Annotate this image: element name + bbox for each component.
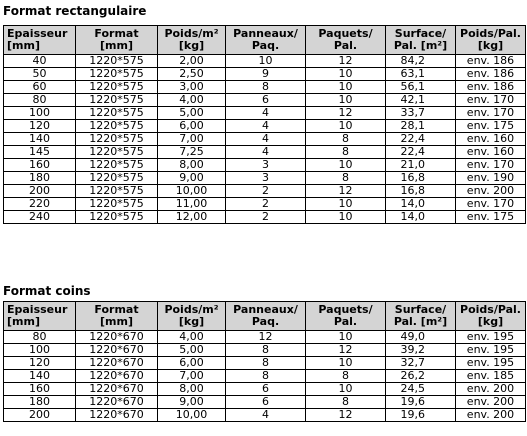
cell-poids-m2: 5,00: [158, 344, 226, 357]
cell-panneaux-paq: 4: [226, 133, 306, 146]
table-row: [4, 55, 526, 68]
column-header-line: Paq.: [251, 315, 280, 328]
cell-format: 1220*575: [76, 68, 158, 81]
cell-epaisseur: 140: [4, 133, 76, 146]
cell-epaisseur: 220: [4, 198, 76, 211]
cell-poids-pal: env. 195: [456, 331, 526, 344]
cell-paquets-pal: 10: [306, 331, 386, 344]
cell-epaisseur: 80: [4, 94, 76, 107]
table-row: [4, 159, 526, 172]
column-header-panneaux-paq: [226, 302, 306, 331]
cell-poids-m2: 7,00: [158, 370, 226, 383]
table-row: [4, 198, 526, 211]
cell-panneaux-paq: 6: [226, 396, 306, 409]
cell-poids-m2: 10,00: [158, 409, 226, 422]
table-row: [4, 396, 526, 409]
cell-paquets-pal: 10: [306, 357, 386, 370]
table-row: [4, 172, 526, 185]
table-header: [4, 26, 526, 55]
cell-epaisseur: 100: [4, 107, 76, 120]
header-row: [4, 26, 526, 55]
section-title-coins: Format coins: [3, 284, 91, 298]
cell-epaisseur: 80: [4, 331, 76, 344]
cell-paquets-pal: 10: [306, 383, 386, 396]
column-header-line: Surface/: [394, 27, 447, 40]
column-header-format: [76, 302, 158, 331]
cell-format: 1220*575: [76, 211, 158, 224]
cell-panneaux-paq: 8: [226, 370, 306, 383]
cell-panneaux-paq: 2: [226, 211, 306, 224]
column-header-line: Poids/Pal.: [460, 303, 521, 316]
column-header-line: [mm]: [100, 39, 133, 52]
section-title-rectangulaire: Format rectangulaire: [3, 4, 147, 18]
column-header-line: [kg]: [477, 39, 504, 52]
column-header-line: Panneaux/: [233, 303, 298, 316]
cell-panneaux-paq: 4: [226, 146, 306, 159]
cell-paquets-pal: 12: [306, 107, 386, 120]
cell-format: 1220*670: [76, 383, 158, 396]
cell-epaisseur: 200: [4, 185, 76, 198]
cell-poids-m2: 12,00: [158, 211, 226, 224]
cell-format: 1220*575: [76, 94, 158, 107]
table-row: [4, 409, 526, 422]
cell-poids-pal: env. 170: [456, 159, 526, 172]
table-header: [4, 302, 526, 331]
cell-format: 1220*575: [76, 81, 158, 94]
column-header-line: Panneaux/: [233, 27, 298, 40]
cell-surface-pal: 14,0: [386, 198, 456, 211]
cell-poids-m2: 11,00: [158, 198, 226, 211]
table-row: [4, 357, 526, 370]
cell-epaisseur: 120: [4, 357, 76, 370]
table-row: [4, 68, 526, 81]
cell-paquets-pal: 10: [306, 198, 386, 211]
cell-panneaux-paq: 10: [226, 55, 306, 68]
cell-epaisseur: 40: [4, 55, 76, 68]
cell-poids-m2: 3,00: [158, 81, 226, 94]
table-row: [4, 331, 526, 344]
cell-poids-pal: env. 170: [456, 107, 526, 120]
column-header-line: Pal.: [333, 315, 358, 328]
cell-format: 1220*575: [76, 55, 158, 68]
column-header-poids-m2: [158, 302, 226, 331]
cell-epaisseur: 100: [4, 344, 76, 357]
table-row: [4, 383, 526, 396]
cell-paquets-pal: 10: [306, 94, 386, 107]
cell-poids-pal: env. 200: [456, 185, 526, 198]
cell-panneaux-paq: 2: [226, 198, 306, 211]
cell-format: 1220*575: [76, 198, 158, 211]
column-header-poids-m2: [158, 26, 226, 55]
cell-poids-pal: env. 200: [456, 396, 526, 409]
cell-poids-pal: env. 195: [456, 344, 526, 357]
column-header-surface-pal: [386, 302, 456, 331]
cell-surface-pal: 39,2: [386, 344, 456, 357]
column-header-line: [kg]: [178, 315, 205, 328]
cell-poids-m2: 6,00: [158, 357, 226, 370]
cell-panneaux-paq: 4: [226, 120, 306, 133]
cell-poids-pal: env. 186: [456, 81, 526, 94]
table-row: [4, 120, 526, 133]
cell-panneaux-paq: 12: [226, 331, 306, 344]
column-header-poids-pal: [456, 26, 526, 55]
column-header-line: Poids/m²: [164, 27, 219, 40]
cell-poids-pal: env. 186: [456, 68, 526, 81]
cell-poids-pal: env. 175: [456, 211, 526, 224]
cell-poids-m2: 2,50: [158, 68, 226, 81]
cell-format: 1220*670: [76, 357, 158, 370]
cell-epaisseur: 50: [4, 68, 76, 81]
cell-epaisseur: 60: [4, 81, 76, 94]
column-header-line: Pal. [m²]: [393, 39, 448, 52]
cell-surface-pal: 21,0: [386, 159, 456, 172]
cell-surface-pal: 63,1: [386, 68, 456, 81]
column-header-poids-pal: [456, 302, 526, 331]
column-header-line: Paquets/: [318, 27, 373, 40]
column-header-line: Format: [94, 303, 139, 316]
cell-surface-pal: 19,6: [386, 396, 456, 409]
cell-paquets-pal: 10: [306, 159, 386, 172]
cell-format: 1220*670: [76, 396, 158, 409]
cell-format: 1220*575: [76, 185, 158, 198]
cell-poids-m2: 7,25: [158, 146, 226, 159]
cell-poids-pal: env. 185: [456, 370, 526, 383]
cell-poids-m2: 7,00: [158, 133, 226, 146]
table-row: [4, 370, 526, 383]
cell-surface-pal: 42,1: [386, 94, 456, 107]
cell-panneaux-paq: 8: [226, 357, 306, 370]
column-header-line: Paq.: [251, 39, 280, 52]
cell-surface-pal: 26,2: [386, 370, 456, 383]
cell-panneaux-paq: 6: [226, 94, 306, 107]
table-row: [4, 81, 526, 94]
column-header-line: [kg]: [178, 39, 205, 52]
cell-poids-m2: 10,00: [158, 185, 226, 198]
column-header-line: Paquets/: [318, 303, 373, 316]
cell-surface-pal: 22,4: [386, 146, 456, 159]
column-header-line: Poids/m²: [164, 303, 219, 316]
column-header-format: [76, 26, 158, 55]
cell-paquets-pal: 8: [306, 396, 386, 409]
cell-paquets-pal: 12: [306, 344, 386, 357]
cell-paquets-pal: 12: [306, 55, 386, 68]
column-header-line: Epaisseur: [7, 303, 68, 316]
cell-format: 1220*670: [76, 370, 158, 383]
cell-epaisseur: 145: [4, 146, 76, 159]
column-header-epaisseur: [4, 26, 76, 55]
cell-format: 1220*575: [76, 133, 158, 146]
cell-epaisseur: 120: [4, 120, 76, 133]
cell-panneaux-paq: 6: [226, 383, 306, 396]
cell-surface-pal: 24,5: [386, 383, 456, 396]
cell-paquets-pal: 12: [306, 185, 386, 198]
column-header-line: [mm]: [7, 315, 40, 328]
cell-epaisseur: 180: [4, 396, 76, 409]
cell-paquets-pal: 8: [306, 146, 386, 159]
cell-format: 1220*575: [76, 159, 158, 172]
cell-panneaux-paq: 3: [226, 159, 306, 172]
cell-epaisseur: 180: [4, 172, 76, 185]
cell-poids-m2: 5,00: [158, 107, 226, 120]
cell-poids-pal: env. 200: [456, 383, 526, 396]
column-header-line: [mm]: [7, 39, 40, 52]
column-header-line: [mm]: [100, 315, 133, 328]
cell-surface-pal: 84,2: [386, 55, 456, 68]
cell-poids-m2: 6,00: [158, 120, 226, 133]
cell-poids-m2: 8,00: [158, 159, 226, 172]
table-row: [4, 344, 526, 357]
table-row: [4, 94, 526, 107]
table-row: [4, 185, 526, 198]
column-header-panneaux-paq: [226, 26, 306, 55]
cell-format: 1220*670: [76, 344, 158, 357]
cell-paquets-pal: 10: [306, 68, 386, 81]
cell-paquets-pal: 8: [306, 172, 386, 185]
cell-epaisseur: 160: [4, 159, 76, 172]
column-header-paquets-pal: [306, 26, 386, 55]
header-row: [4, 302, 526, 331]
cell-epaisseur: 140: [4, 370, 76, 383]
cell-paquets-pal: 8: [306, 133, 386, 146]
cell-panneaux-paq: 3: [226, 172, 306, 185]
column-header-epaisseur: [4, 302, 76, 331]
cell-poids-pal: env. 190: [456, 172, 526, 185]
cell-format: 1220*575: [76, 107, 158, 120]
cell-surface-pal: 19,6: [386, 409, 456, 422]
column-header-line: Epaisseur: [7, 27, 68, 40]
cell-poids-pal: env. 200: [456, 409, 526, 422]
column-header-surface-pal: [386, 26, 456, 55]
cell-format: 1220*670: [76, 331, 158, 344]
cell-panneaux-paq: 2: [226, 185, 306, 198]
cell-paquets-pal: 10: [306, 211, 386, 224]
cell-poids-pal: env. 175: [456, 120, 526, 133]
cell-epaisseur: 200: [4, 409, 76, 422]
cell-format: 1220*575: [76, 146, 158, 159]
cell-surface-pal: 33,7: [386, 107, 456, 120]
cell-surface-pal: 16,8: [386, 185, 456, 198]
table-row: [4, 133, 526, 146]
cell-panneaux-paq: 8: [226, 344, 306, 357]
cell-epaisseur: 240: [4, 211, 76, 224]
table-format-rectangulaire: [3, 25, 526, 224]
table-format-coins: [3, 301, 526, 422]
cell-poids-m2: 9,00: [158, 396, 226, 409]
cell-surface-pal: 16,8: [386, 172, 456, 185]
cell-paquets-pal: 12: [306, 409, 386, 422]
table-row: [4, 107, 526, 120]
column-header-line: Pal. [m²]: [393, 315, 448, 328]
cell-poids-pal: env. 195: [456, 357, 526, 370]
cell-epaisseur: 160: [4, 383, 76, 396]
cell-poids-m2: 4,00: [158, 331, 226, 344]
cell-paquets-pal: 10: [306, 120, 386, 133]
cell-format: 1220*670: [76, 409, 158, 422]
column-header-line: [kg]: [477, 315, 504, 328]
cell-poids-pal: env. 160: [456, 133, 526, 146]
cell-surface-pal: 56,1: [386, 81, 456, 94]
column-header-paquets-pal: [306, 302, 386, 331]
cell-panneaux-paq: 4: [226, 107, 306, 120]
column-header-line: Pal.: [333, 39, 358, 52]
cell-poids-m2: 9,00: [158, 172, 226, 185]
table-body: [4, 55, 526, 224]
column-header-line: Surface/: [394, 303, 447, 316]
cell-surface-pal: 28,1: [386, 120, 456, 133]
cell-poids-m2: 8,00: [158, 383, 226, 396]
column-header-line: Poids/Pal.: [460, 27, 521, 40]
cell-poids-m2: 4,00: [158, 94, 226, 107]
cell-format: 1220*575: [76, 120, 158, 133]
cell-panneaux-paq: 4: [226, 409, 306, 422]
cell-surface-pal: 14,0: [386, 211, 456, 224]
cell-poids-m2: 2,00: [158, 55, 226, 68]
cell-paquets-pal: 10: [306, 81, 386, 94]
cell-poids-pal: env. 186: [456, 55, 526, 68]
cell-paquets-pal: 8: [306, 370, 386, 383]
cell-poids-pal: env. 160: [456, 146, 526, 159]
cell-poids-pal: env. 170: [456, 198, 526, 211]
cell-panneaux-paq: 8: [226, 81, 306, 94]
cell-panneaux-paq: 9: [226, 68, 306, 81]
table-row: [4, 211, 526, 224]
cell-format: 1220*575: [76, 172, 158, 185]
cell-poids-pal: env. 170: [456, 94, 526, 107]
cell-surface-pal: 49,0: [386, 331, 456, 344]
cell-surface-pal: 32,7: [386, 357, 456, 370]
table-body: [4, 331, 526, 422]
cell-surface-pal: 22,4: [386, 133, 456, 146]
table-row: [4, 146, 526, 159]
column-header-line: Format: [94, 27, 139, 40]
